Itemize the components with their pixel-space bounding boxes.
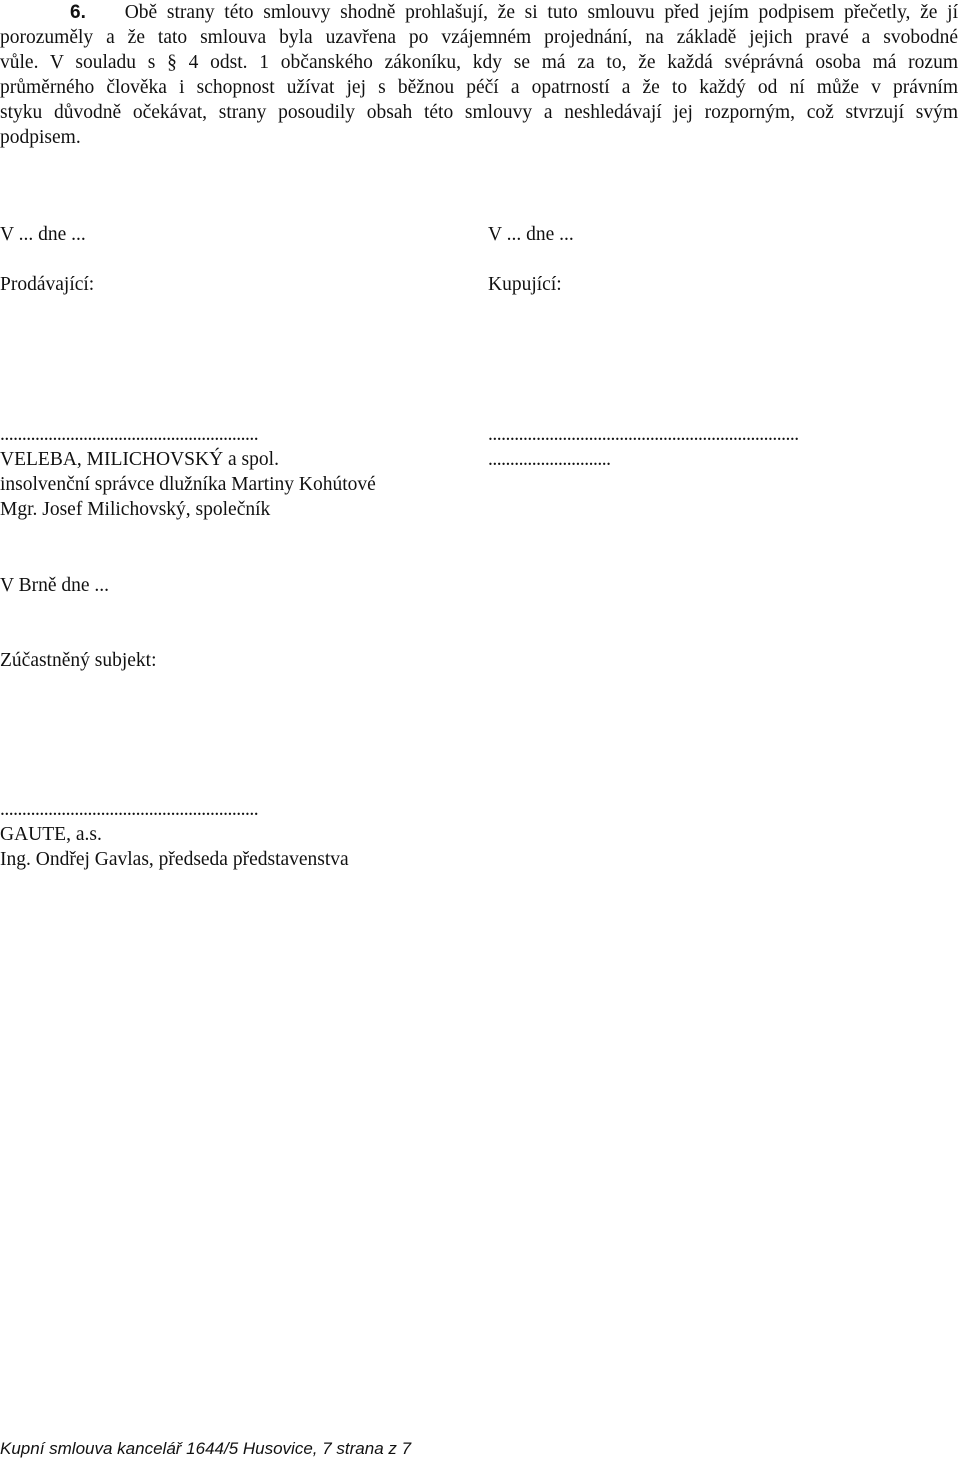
participant-place-date: V Brně dne ... <box>0 575 110 596</box>
clause-line-4: průměrného člověka i schopnost užívat jej s běžnou péčí a opatrností a že to každý od ní může v právním <box>0 77 958 98</box>
seller-place-date: V ... dne ... <box>0 224 86 245</box>
clause-line-1 <box>0 0 958 25</box>
seller-signatory: Mgr. Josef Milichovský, společník <box>0 499 271 520</box>
clause-6 <box>0 0 958 150</box>
seller-company: VELEBA, MILICHOVSKÝ a spol. <box>0 449 279 470</box>
participant-signature-line: ........................................................... <box>0 799 259 820</box>
clause-text-1: Obě strany této smlouvy shodně prohlašují, že si tuto smlouvu před jejím podpisem přečetly, že jí <box>124 2 958 23</box>
participant-label: Zúčastněný subjekt: <box>0 650 157 671</box>
clause-number: 6. <box>70 2 86 23</box>
buyer-name-line: ............................ <box>488 449 611 470</box>
seller-role: insolvenční správce dlužníka Martiny Kohútové <box>0 474 376 495</box>
seller-label: Prodávající: <box>0 274 95 295</box>
clause-line-6: podpisem. <box>0 127 81 148</box>
page-footer: Kupní smlouva kancelář 1644/5 Husovice, 7 strana z 7 <box>0 1439 412 1458</box>
seller-signature-line: ........................................................... <box>0 424 259 445</box>
clause-line-2: porozuměly a že tato smlouva byla uzavřena po vzájemném projednání, na základě jejich pravé a svobodné <box>0 27 958 48</box>
buyer-label: Kupující: <box>488 274 562 295</box>
buyer-place-date: V ... dne ... <box>488 224 574 245</box>
participant-signatory: Ing. Ondřej Gavlas, předseda představenstva <box>0 849 349 870</box>
clause-line-5: styku důvodně očekávat, strany posoudily obsah této smlouvy a neshledávají jej rozporným, což stvrzují svým <box>0 102 958 123</box>
buyer-signature-line: ....................................................................... <box>488 424 799 445</box>
participant-company: GAUTE, a.s. <box>0 824 102 845</box>
clause-line-3: vůle. V souladu s § 4 odst. 1 občanského zákoníku, kdy se má za to, že každá svéprávná osoba má rozum <box>0 52 958 73</box>
